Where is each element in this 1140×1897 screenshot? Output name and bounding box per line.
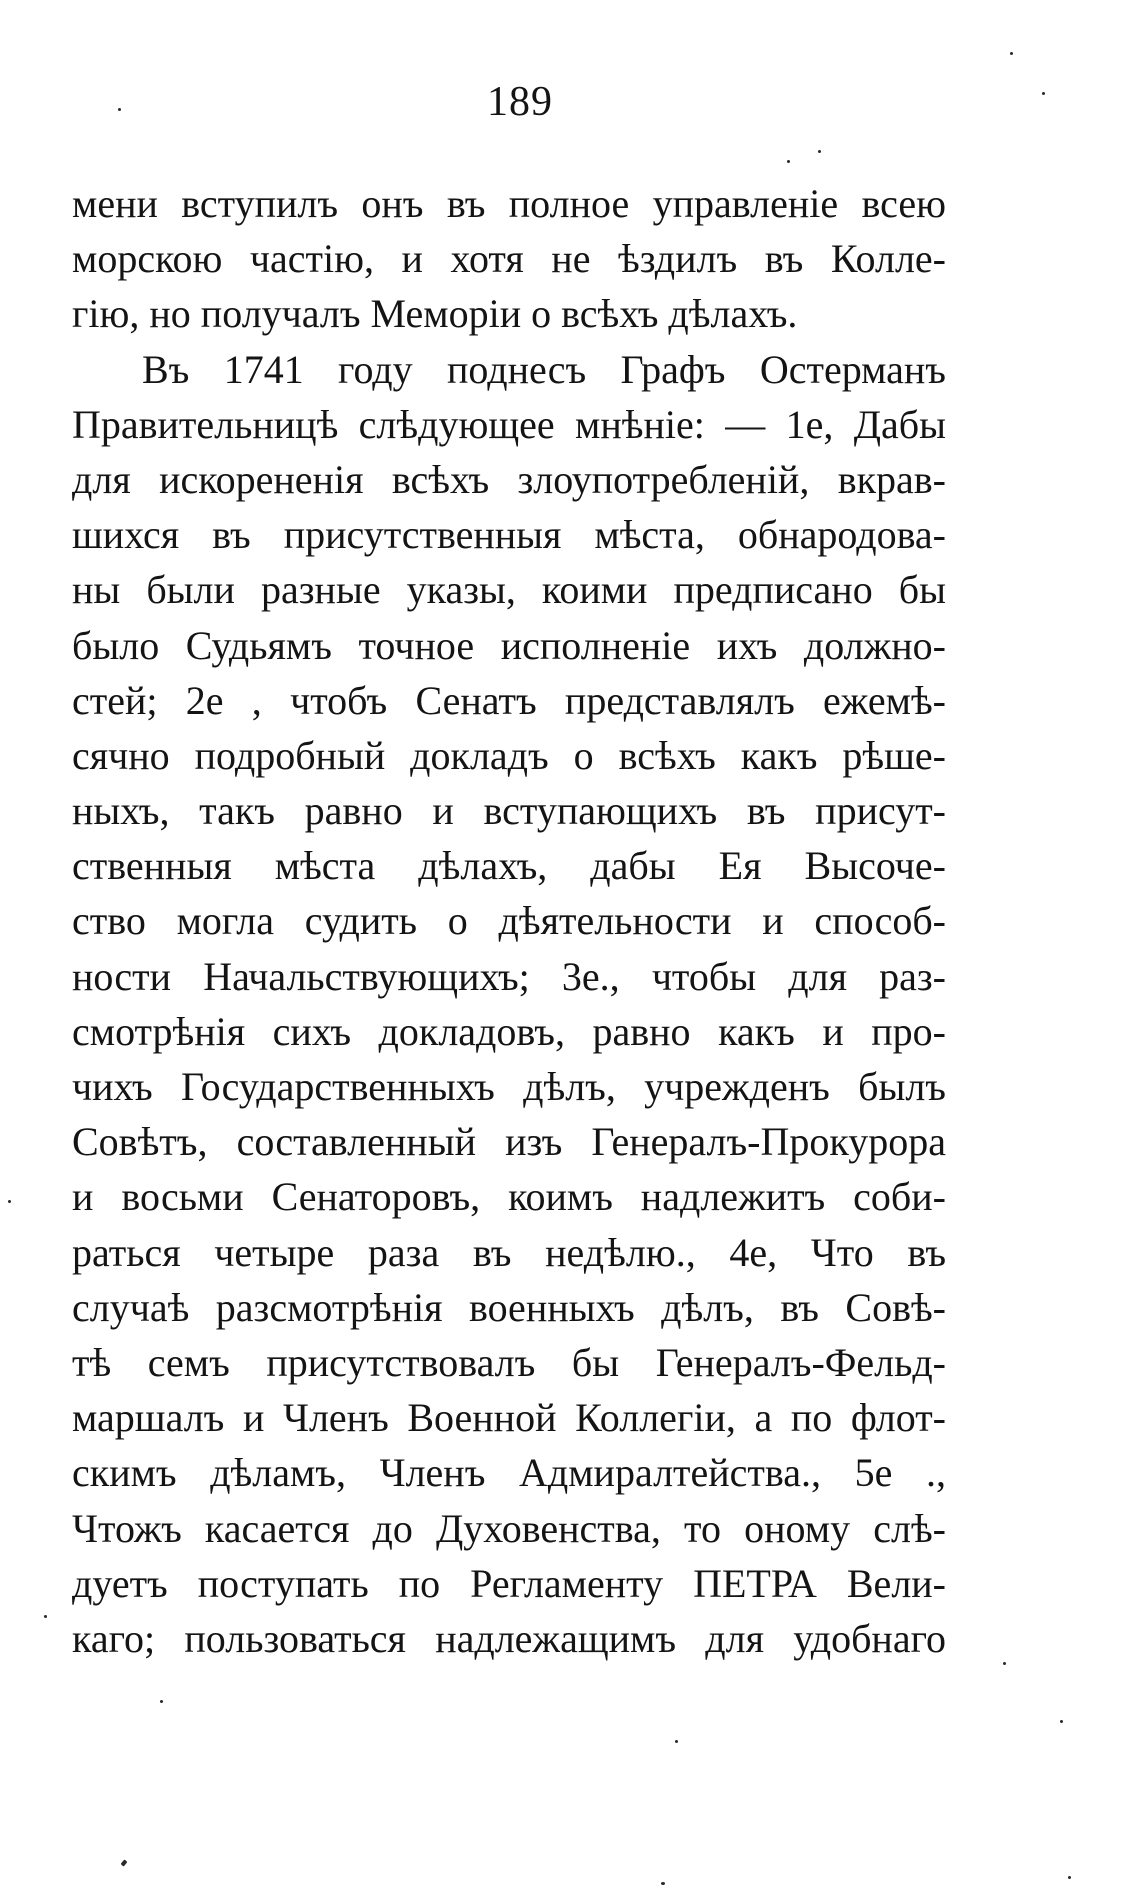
- scan-speck: [1010, 52, 1013, 55]
- scan-speck: [818, 150, 821, 153]
- scan-speck: [44, 1615, 47, 1618]
- text-line: случаѣ разсмотрѣнія военныхъ дѣлъ, въ Совѣ-: [72, 1284, 946, 1330]
- text-line: маршалъ и Членъ Военной Коллегіи, а по флот-: [72, 1395, 946, 1441]
- text-line: Совѣтъ, составленный изъ Генералъ-Прокурора: [72, 1119, 946, 1165]
- text-line: дуетъ поступать по Регламенту ПЕТРА Вели-: [72, 1560, 946, 1606]
- text-line: ство могла судить о дѣятельности и способ-: [72, 898, 946, 944]
- text-line: и восьми Сенаторовъ, коимъ надлежитъ соби-: [72, 1174, 946, 1220]
- text-line: ны были разные указы, коими предписано бы: [72, 567, 946, 613]
- text-line: тѣ семъ присутствовалъ бы Генералъ-Фельд-: [72, 1339, 946, 1385]
- paragraph-first-line: Въ 1741 году поднесъ Графъ Остерманъ: [142, 346, 946, 392]
- scan-speck: [675, 1740, 678, 1743]
- page-number: 189: [487, 79, 553, 125]
- text-line: ности Начальствующихъ; 3е., чтобы для раз-: [72, 953, 946, 999]
- text-line: ственныя мѣста дѣлахъ, дабы Ея Высоче-: [72, 843, 946, 889]
- text-line: морскою частію, и хотя не ѣздилъ въ Колле-: [72, 236, 946, 282]
- text-line: раться четыре раза въ недѣлю., 4е, Что въ: [72, 1229, 946, 1275]
- scan-speck: [8, 1200, 11, 1203]
- scan-speck: [121, 1859, 128, 1866]
- scan-speck: [787, 160, 790, 163]
- text-line: стей; 2е , чтобъ Сенатъ представлялъ ежемѣ-: [72, 677, 946, 723]
- text-line: мени вступилъ онъ въ полное управленіе всею: [72, 181, 946, 226]
- scan-speck: [160, 1700, 163, 1703]
- text-line: шихся въ присутственныя мѣста, обнародова-: [72, 512, 946, 558]
- text-line: каго; пользоваться надлежащимъ для удобнаго: [72, 1615, 946, 1661]
- scan-speck: [661, 1882, 665, 1885]
- scan-speck: [1068, 1876, 1071, 1879]
- text-line: смотрѣнія сихъ докладовъ, равно какъ и про-: [72, 1008, 946, 1054]
- body-text: [72, 176, 946, 1666]
- text-line: Правительницѣ слѣдующее мнѣніе: — 1е, Дабы: [72, 401, 946, 447]
- text-line: Чтожъ касается до Духовенства, то оному слѣ-: [72, 1505, 946, 1551]
- text-line: ныхъ, такъ равно и вступающихъ въ присут-: [72, 788, 946, 834]
- scan-speck: [118, 108, 121, 111]
- scan-speck: [1003, 1662, 1006, 1665]
- text-line: было Судьямъ точное исполненіе ихъ должно-: [72, 622, 946, 668]
- text-line: скимъ дѣламъ, Членъ Адмиралтейства., 5е .,: [72, 1450, 946, 1496]
- scan-speck: [1042, 92, 1045, 95]
- text-line: для искорененія всѣхъ злоупотребленій, вкрав-: [72, 456, 946, 502]
- text-line: гію, но получалъ Меморіи о всѣхъ дѣлахъ.: [72, 291, 798, 337]
- text-line: сячно подробный докладъ о всѣхъ какъ рѣше-: [72, 732, 946, 778]
- text-line: чихъ Государственныхъ дѣлъ, учрежденъ былъ: [72, 1064, 946, 1109]
- scan-speck: [1060, 1720, 1063, 1723]
